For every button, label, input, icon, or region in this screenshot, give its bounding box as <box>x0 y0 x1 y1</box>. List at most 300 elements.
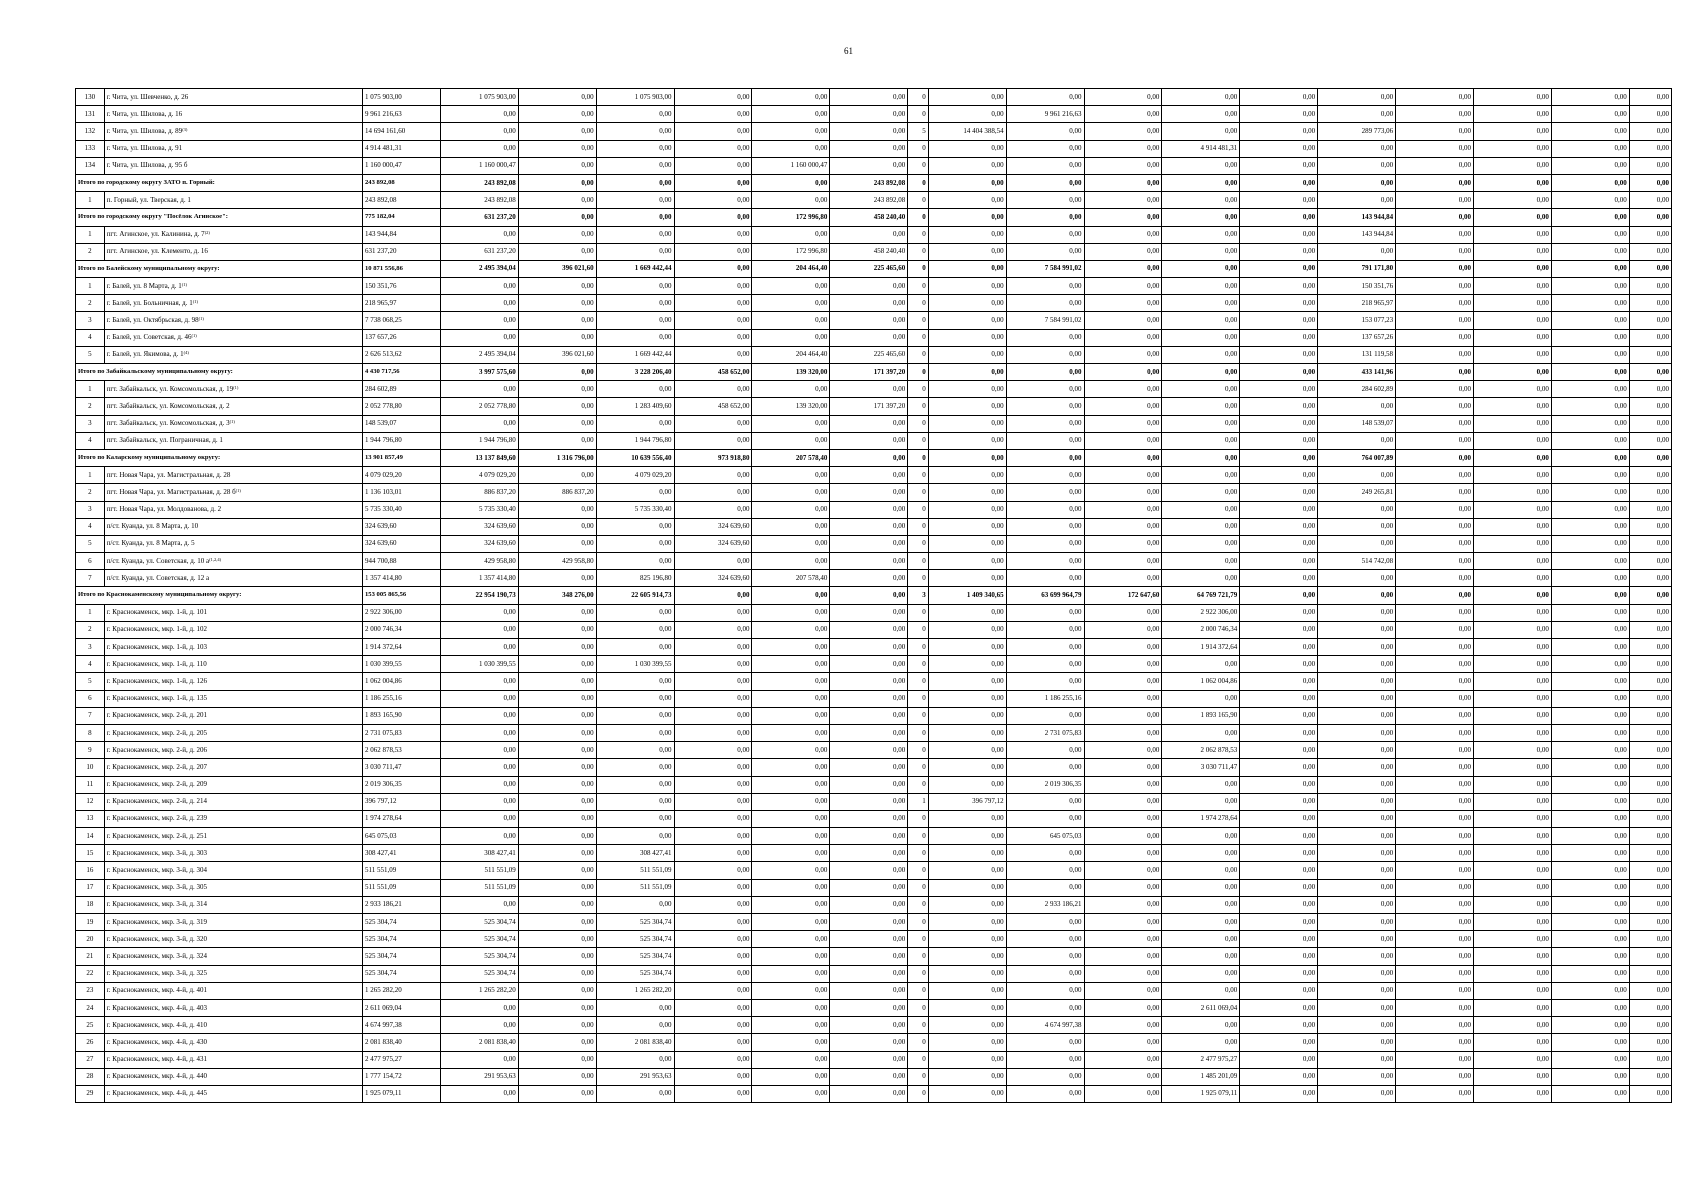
amount-cell: 0,00 <box>1551 896 1629 913</box>
amount-cell: 0,00 <box>1006 707 1084 724</box>
row-number: 4 <box>76 329 105 346</box>
amount-cell: 0,00 <box>674 432 752 449</box>
amount-cell: 0,00 <box>1551 724 1629 741</box>
amount-cell: 0,00 <box>596 776 674 793</box>
amount-cell: 2 495 394,04 <box>440 346 518 363</box>
amount-cell: 1 160 000,47 <box>440 157 518 174</box>
amount-cell: 0,00 <box>752 415 830 432</box>
amount-cell: 0,00 <box>1006 209 1084 226</box>
amount-cell: 0,00 <box>518 174 596 191</box>
table-row <box>76 381 1672 398</box>
amount-cell: 0,00 <box>1162 793 1240 810</box>
table-row <box>76 707 1672 724</box>
amount-cell: 0,00 <box>518 364 596 381</box>
amount-cell: 0,00 <box>674 587 752 604</box>
table-row <box>76 106 1672 123</box>
table-row <box>76 157 1672 174</box>
amount-cell: 0,00 <box>440 759 518 776</box>
amount-cell: 0,00 <box>596 381 674 398</box>
row-number: 22 <box>76 965 105 982</box>
amount-cell: 0,00 <box>1629 346 1671 363</box>
amount-cell: 0,00 <box>1084 1034 1162 1051</box>
amount-cell: 0,00 <box>1551 982 1629 999</box>
amount-cell: 0,00 <box>1318 432 1396 449</box>
amount-cell: 0,00 <box>928 1085 1006 1102</box>
amount-cell: 0,00 <box>752 1085 830 1102</box>
amount-cell: 0,00 <box>518 982 596 999</box>
amount-cell: 0,00 <box>1473 879 1551 896</box>
amount-cell: 0,00 <box>1006 329 1084 346</box>
amount-cell: 525 304,74 <box>362 948 440 965</box>
amount-cell: 0,00 <box>1240 226 1318 243</box>
amount-cell: 0,00 <box>752 931 830 948</box>
amount-cell: 0,00 <box>1084 776 1162 793</box>
amount-cell: 0,00 <box>1084 89 1162 106</box>
count-cell: 0 <box>908 260 929 277</box>
amount-cell: 0,00 <box>928 312 1006 329</box>
amount-cell: 0,00 <box>1629 157 1671 174</box>
amount-cell: 0,00 <box>596 329 674 346</box>
amount-cell: 525 304,74 <box>440 948 518 965</box>
subtotal-label: Итого по Краснокаменскому муниципальному округу: <box>76 587 363 604</box>
amount-cell: 172 996,80 <box>752 209 830 226</box>
amount-cell: 0,00 <box>1629 243 1671 260</box>
amount-cell: 0,00 <box>1006 673 1084 690</box>
amount-cell: 0,00 <box>1318 106 1396 123</box>
amount-cell: 0,00 <box>1084 639 1162 656</box>
amount-cell: 0,00 <box>830 123 908 140</box>
amount-cell: 0,00 <box>1551 810 1629 827</box>
amount-cell: 511 551,09 <box>440 879 518 896</box>
amount-cell: 1 974 278,64 <box>1162 810 1240 827</box>
amount-cell: 0,00 <box>1084 965 1162 982</box>
amount-cell: 0,00 <box>1162 260 1240 277</box>
amount-cell: 249 265,81 <box>1318 484 1396 501</box>
amount-cell: 0,00 <box>928 999 1006 1016</box>
amount-cell: 4 674 997,38 <box>1006 1017 1084 1034</box>
row-number: 15 <box>76 845 105 862</box>
amount-cell: 0,00 <box>1629 329 1671 346</box>
address-text: г. Краснокаменск, мкр. 3-й, д. 319 <box>106 917 208 926</box>
amount-cell: 0,00 <box>518 1017 596 1034</box>
amount-cell: 0,00 <box>1240 931 1318 948</box>
amount-cell: 0,00 <box>1473 226 1551 243</box>
amount-cell: 0,00 <box>1396 364 1474 381</box>
amount-cell: 0,00 <box>1551 449 1629 466</box>
amount-cell: 0,00 <box>1084 810 1162 827</box>
address-cell <box>104 982 362 999</box>
amount-cell: 0,00 <box>596 690 674 707</box>
count-cell: 0 <box>908 467 929 484</box>
amount-cell: 324 639,60 <box>362 518 440 535</box>
amount-cell: 0,00 <box>928 656 1006 673</box>
amount-cell: 458 652,00 <box>674 398 752 415</box>
amount-cell: 0,00 <box>674 673 752 690</box>
amount-cell: 0,00 <box>1396 467 1474 484</box>
address-text: пгт. Новая Чара, ул. Молдованова, д. 2 <box>106 505 222 514</box>
amount-cell: 0,00 <box>830 432 908 449</box>
amount-cell: 0,00 <box>1629 793 1671 810</box>
amount-cell: 243 892,08 <box>440 192 518 209</box>
amount-cell: 0,00 <box>440 828 518 845</box>
amount-cell: 0,00 <box>1240 346 1318 363</box>
amount-cell: 0,00 <box>518 312 596 329</box>
amount-cell: 525 304,74 <box>596 965 674 982</box>
amount-cell: 0,00 <box>928 862 1006 879</box>
amount-cell: 0,00 <box>1473 398 1551 415</box>
amount-cell: 0,00 <box>830 931 908 948</box>
amount-cell: 5 735 330,40 <box>596 501 674 518</box>
amount-cell: 0,00 <box>1396 793 1474 810</box>
amount-cell: 0,00 <box>1629 1034 1671 1051</box>
amount-cell: 944 700,88 <box>362 553 440 570</box>
amount-cell: 0,00 <box>1162 123 1240 140</box>
amount-cell: 0,00 <box>440 999 518 1016</box>
amount-cell: 0,00 <box>1629 742 1671 759</box>
amount-cell: 0,00 <box>752 742 830 759</box>
amount-cell: 458 652,00 <box>674 364 752 381</box>
amount-cell: 2 052 778,80 <box>440 398 518 415</box>
amount-cell: 0,00 <box>1396 999 1474 1016</box>
amount-cell: 0,00 <box>830 965 908 982</box>
amount-cell: 0,00 <box>1551 484 1629 501</box>
amount-cell: 1 925 079,11 <box>362 1085 440 1102</box>
address-text: г. Балей, ул. Октябрьская, д. 98 <box>106 316 199 325</box>
amount-cell: 0,00 <box>1551 621 1629 638</box>
amount-cell: 0,00 <box>1473 759 1551 776</box>
address-cell <box>104 965 362 982</box>
amount-cell: 0,00 <box>1473 896 1551 913</box>
amount-cell: 0,00 <box>674 1034 752 1051</box>
amount-cell: 0,00 <box>1240 364 1318 381</box>
row-number: 1 <box>76 226 105 243</box>
row-number: 4 <box>76 432 105 449</box>
count-cell: 0 <box>908 965 929 982</box>
row-number: 7 <box>76 707 105 724</box>
amount-cell: 0,00 <box>1006 89 1084 106</box>
amount-cell: 0,00 <box>1240 192 1318 209</box>
amount-cell: 0,00 <box>1396 724 1474 741</box>
amount-cell: 0,00 <box>1318 570 1396 587</box>
address-text: г. Балей, ул. Советская, д. 46 <box>106 333 192 342</box>
table-row <box>76 742 1672 759</box>
amount-cell: 2 019 306,35 <box>362 776 440 793</box>
amount-cell: 775 182,04 <box>362 209 440 226</box>
table-row <box>76 346 1672 363</box>
amount-cell: 0,00 <box>1473 621 1551 638</box>
amount-cell: 0,00 <box>674 329 752 346</box>
amount-cell: 0,00 <box>1084 896 1162 913</box>
amount-cell: 63 699 964,79 <box>1006 587 1084 604</box>
amount-cell: 0,00 <box>596 518 674 535</box>
amount-cell: 0,00 <box>1629 432 1671 449</box>
address-text: г. Краснокаменск, мкр. 4-й, д. 445 <box>106 1089 208 1098</box>
amount-cell: 0,00 <box>1629 535 1671 552</box>
amount-cell: 0,00 <box>1629 415 1671 432</box>
amount-cell: 0,00 <box>596 1085 674 1102</box>
amount-cell: 137 657,26 <box>362 329 440 346</box>
amount-cell: 0,00 <box>674 1068 752 1085</box>
amount-cell: 1 914 372,64 <box>1162 639 1240 656</box>
amount-cell: 0,00 <box>1473 140 1551 157</box>
amount-cell: 0,00 <box>1551 398 1629 415</box>
row-number: 14 <box>76 828 105 845</box>
amount-cell: 0,00 <box>1162 931 1240 948</box>
table-row <box>76 845 1672 862</box>
count-cell: 0 <box>908 1051 929 1068</box>
amount-cell: 0,00 <box>674 639 752 656</box>
amount-cell: 143 944,84 <box>1318 226 1396 243</box>
amount-cell: 0,00 <box>752 656 830 673</box>
amount-cell: 0,00 <box>1551 1017 1629 1034</box>
amount-cell: 0,00 <box>1006 346 1084 363</box>
amount-cell: 1 283 409,60 <box>596 398 674 415</box>
table-row <box>76 398 1672 415</box>
amount-cell: 0,00 <box>1006 278 1084 295</box>
table-row <box>76 604 1672 621</box>
amount-cell: 0,00 <box>752 724 830 741</box>
amount-cell: 0,00 <box>1084 312 1162 329</box>
amount-cell: 0,00 <box>928 381 1006 398</box>
row-number: 2 <box>76 295 105 312</box>
amount-cell: 1 030 399,55 <box>596 656 674 673</box>
amount-cell: 0,00 <box>674 862 752 879</box>
amount-cell: 0,00 <box>1162 776 1240 793</box>
amount-cell: 0,00 <box>1006 295 1084 312</box>
amount-cell: 0,00 <box>1396 123 1474 140</box>
amount-cell: 2 611 069,04 <box>1162 999 1240 1016</box>
amount-cell: 0,00 <box>928 690 1006 707</box>
amount-cell: 0,00 <box>830 673 908 690</box>
amount-cell: 0,00 <box>830 570 908 587</box>
amount-cell: 0,00 <box>1084 106 1162 123</box>
amount-cell: 0,00 <box>1240 742 1318 759</box>
amount-cell: 0,00 <box>674 845 752 862</box>
amount-cell: 0,00 <box>674 724 752 741</box>
amount-cell: 0,00 <box>1240 467 1318 484</box>
table-row <box>76 982 1672 999</box>
amount-cell: 0,00 <box>1629 948 1671 965</box>
amount-cell: 0,00 <box>1629 673 1671 690</box>
amount-cell: 0,00 <box>1240 690 1318 707</box>
amount-cell: 0,00 <box>1396 587 1474 604</box>
amount-cell: 0,00 <box>1551 140 1629 157</box>
amount-cell: 0,00 <box>674 948 752 965</box>
amount-cell: 2 081 838,40 <box>440 1034 518 1051</box>
row-number: 4 <box>76 656 105 673</box>
amount-cell: 525 304,74 <box>440 914 518 931</box>
amount-cell: 0,00 <box>1006 432 1084 449</box>
amount-cell: 0,00 <box>1396 243 1474 260</box>
amount-cell: 0,00 <box>1473 518 1551 535</box>
amount-cell: 0,00 <box>928 776 1006 793</box>
amount-cell: 0,00 <box>928 948 1006 965</box>
amount-cell: 0,00 <box>928 346 1006 363</box>
amount-cell: 0,00 <box>928 518 1006 535</box>
address-cell <box>104 570 362 587</box>
amount-cell: 0,00 <box>1084 432 1162 449</box>
amount-cell: 0,00 <box>1240 862 1318 879</box>
amount-cell: 0,00 <box>1551 845 1629 862</box>
amount-cell: 0,00 <box>1629 226 1671 243</box>
amount-cell: 0,00 <box>830 776 908 793</box>
row-number: 28 <box>76 1068 105 1085</box>
amount-cell: 886 837,20 <box>518 484 596 501</box>
amount-cell: 0,00 <box>1006 192 1084 209</box>
amount-cell: 0,00 <box>1473 1017 1551 1034</box>
row-number: 26 <box>76 1034 105 1051</box>
amount-cell: 0,00 <box>1162 896 1240 913</box>
table-row <box>76 553 1672 570</box>
amount-cell: 0,00 <box>928 914 1006 931</box>
amount-cell: 0,00 <box>596 535 674 552</box>
address-cell <box>104 810 362 827</box>
amount-cell: 0,00 <box>752 896 830 913</box>
amount-cell: 0,00 <box>1473 639 1551 656</box>
amount-cell: 0,00 <box>1396 553 1474 570</box>
amount-cell: 0,00 <box>596 793 674 810</box>
count-cell: 0 <box>908 742 929 759</box>
amount-cell: 0,00 <box>1084 174 1162 191</box>
amount-cell: 0,00 <box>1084 999 1162 1016</box>
amount-cell: 0,00 <box>1162 209 1240 226</box>
amount-cell: 0,00 <box>1551 862 1629 879</box>
amount-cell: 0,00 <box>1551 432 1629 449</box>
amount-cell: 0,00 <box>1084 415 1162 432</box>
table-row <box>76 656 1672 673</box>
amount-cell: 0,00 <box>1162 106 1240 123</box>
amount-cell: 0,00 <box>1162 278 1240 295</box>
table-row <box>76 1051 1672 1068</box>
amount-cell: 525 304,74 <box>362 914 440 931</box>
address-text: г. Краснокаменск, мкр. 4-й, д. 401 <box>106 986 208 995</box>
amount-cell: 0,00 <box>830 742 908 759</box>
address-text: г. Краснокаменск, мкр. 4-й, д. 431 <box>106 1055 208 1064</box>
amount-cell: 0,00 <box>1006 759 1084 776</box>
amount-cell: 0,00 <box>440 140 518 157</box>
amount-cell: 0,00 <box>1629 192 1671 209</box>
amount-cell: 0,00 <box>440 621 518 638</box>
amount-cell: 0,00 <box>518 896 596 913</box>
amount-cell: 0,00 <box>1473 209 1551 226</box>
amount-cell: 0,00 <box>1162 570 1240 587</box>
subtotal-label: Итого по городскому округу ЗАТО п. Горный: <box>76 174 363 191</box>
amount-cell: 0,00 <box>1240 673 1318 690</box>
amount-cell: 4 079 029,20 <box>440 467 518 484</box>
amount-cell: 0,00 <box>440 106 518 123</box>
amount-cell: 0,00 <box>596 724 674 741</box>
table-row <box>76 828 1672 845</box>
amount-cell: 284 602,89 <box>1318 381 1396 398</box>
amount-cell: 0,00 <box>674 484 752 501</box>
amount-cell: 0,00 <box>1084 364 1162 381</box>
amount-cell: 22 605 914,73 <box>596 587 674 604</box>
count-cell: 0 <box>908 1034 929 1051</box>
amount-cell: 0,00 <box>830 449 908 466</box>
table-row <box>76 810 1672 827</box>
amount-cell: 0,00 <box>1473 243 1551 260</box>
amount-cell: 139 320,00 <box>752 364 830 381</box>
amount-cell: 324 639,60 <box>440 518 518 535</box>
amount-cell: 0,00 <box>518 776 596 793</box>
amount-cell: 0,00 <box>440 604 518 621</box>
amount-cell: 0,00 <box>1318 535 1396 552</box>
amount-cell: 0,00 <box>1318 157 1396 174</box>
amount-cell: 2 000 746,34 <box>1162 621 1240 638</box>
amount-cell: 0,00 <box>1629 914 1671 931</box>
amount-cell: 0,00 <box>752 295 830 312</box>
amount-cell: 0,00 <box>1162 553 1240 570</box>
amount-cell: 0,00 <box>1318 587 1396 604</box>
amount-cell: 324 639,60 <box>674 535 752 552</box>
amount-cell: 0,00 <box>674 742 752 759</box>
count-cell: 0 <box>908 1085 929 1102</box>
address-cell <box>104 89 362 106</box>
amount-cell: 0,00 <box>1629 364 1671 381</box>
amount-cell: 0,00 <box>440 776 518 793</box>
amount-cell: 0,00 <box>440 724 518 741</box>
amount-cell: 0,00 <box>674 621 752 638</box>
amount-cell: 5 735 330,40 <box>440 501 518 518</box>
amount-cell: 10 639 556,40 <box>596 449 674 466</box>
count-cell: 0 <box>908 656 929 673</box>
amount-cell: 0,00 <box>1006 742 1084 759</box>
row-number: 18 <box>76 896 105 913</box>
amount-cell: 0,00 <box>1396 518 1474 535</box>
amount-cell: 0,00 <box>1396 157 1474 174</box>
amount-cell: 0,00 <box>1162 535 1240 552</box>
amount-cell: 22 954 190,73 <box>440 587 518 604</box>
amount-cell: 0,00 <box>830 707 908 724</box>
amount-cell: 0,00 <box>1084 226 1162 243</box>
amount-cell: 0,00 <box>1240 828 1318 845</box>
amount-cell: 137 657,26 <box>1318 329 1396 346</box>
amount-cell: 525 304,74 <box>440 931 518 948</box>
amount-cell: 0,00 <box>1551 639 1629 656</box>
amount-cell: 0,00 <box>1473 449 1551 466</box>
address-text: пгт. Новая Чара, ул. Магистральная, д. 28 <box>106 470 231 479</box>
amount-cell: 243 892,08 <box>440 174 518 191</box>
row-number: 13 <box>76 810 105 827</box>
amount-cell: 0,00 <box>1551 604 1629 621</box>
amount-cell: 0,00 <box>928 982 1006 999</box>
subtotal-row <box>76 174 1672 191</box>
amount-cell: 0,00 <box>674 1051 752 1068</box>
amount-cell: 0,00 <box>518 295 596 312</box>
amount-cell: 0,00 <box>1473 278 1551 295</box>
amount-cell: 291 953,63 <box>596 1068 674 1085</box>
amount-cell: 0,00 <box>1396 965 1474 982</box>
count-cell: 0 <box>908 449 929 466</box>
amount-cell: 0,00 <box>1084 243 1162 260</box>
count-cell: 0 <box>908 639 929 656</box>
row-number: 1 <box>76 278 105 295</box>
address-text: г. Краснокаменск, мкр. 2-й, д. 207 <box>106 762 208 771</box>
amount-cell: 0,00 <box>440 123 518 140</box>
amount-cell: 0,00 <box>928 1051 1006 1068</box>
amount-cell: 0,00 <box>1084 914 1162 931</box>
amount-cell: 0,00 <box>1629 862 1671 879</box>
amount-cell: 207 578,40 <box>752 570 830 587</box>
amount-cell: 0,00 <box>1240 982 1318 999</box>
amount-cell: 0,00 <box>928 157 1006 174</box>
amount-cell: 0,00 <box>1551 690 1629 707</box>
table-row <box>76 467 1672 484</box>
amount-cell: 0,00 <box>1084 278 1162 295</box>
amount-cell: 0,00 <box>1629 312 1671 329</box>
amount-cell: 0,00 <box>1629 776 1671 793</box>
amount-cell: 0,00 <box>596 174 674 191</box>
